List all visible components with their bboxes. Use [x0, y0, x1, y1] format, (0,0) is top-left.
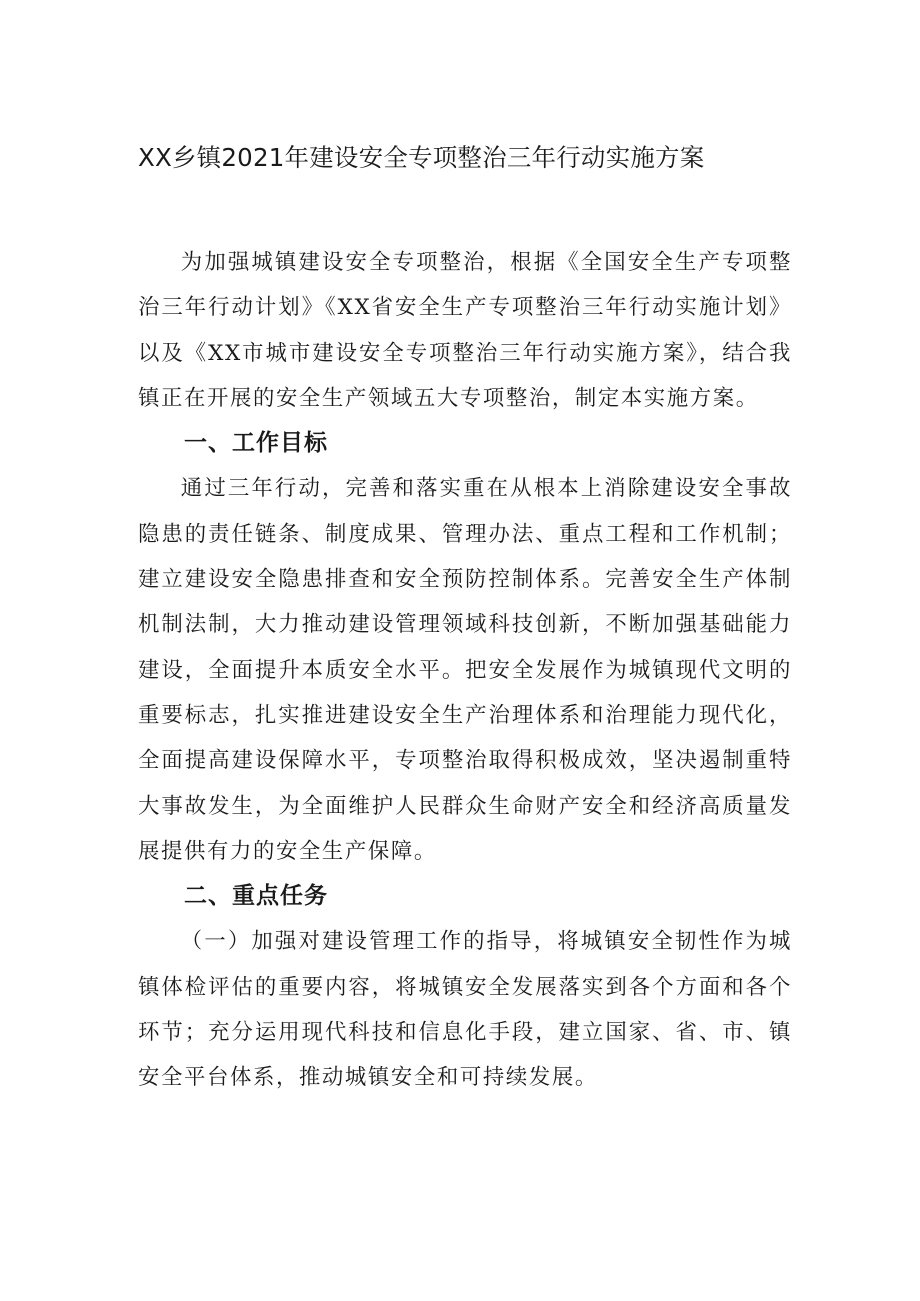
intro-paragraph: 为加强城镇建设安全专项整治，根据《全国安全生产专项整治三年行动计划》《XX省安全生产专项整治三年行动实施计划》以及《XX市城市建设安全专项整治三年行动实施方案》，结合我镇正在开展的安全生产领域五大专项整治，制定本实施方案。	[138, 250, 792, 411]
section-heading-tasks: 二、重点任务	[184, 883, 328, 910]
task-item-1: （一）加强对建设管理工作的指导，将城镇安全韧性作为城镇体检评估的重要内容，将城镇安全发展落实到各个方面和各个环节；充分运用现代科技和信息化手段，建立国家、省、市、镇安全平台体系，推动城镇安全和可持续发展。	[138, 929, 792, 1091]
document-body	[138, 240, 792, 1101]
document-title: XX乡镇2021年建设安全专项整治三年行动实施方案	[138, 143, 705, 172]
goals-paragraph: 通过三年行动，完善和落实重在从根本上消除建设安全事故隐患的责任链条、制度成果、管理办法、重点工程和工作机制；建立建设安全隐患排查和安全预防控制体系。完善安全生产体制机制法制，大力推动建设管理领域科技创新，不断加强基础能力建设，全面提升本质安全水平。把安全发展作为城镇现代文明的重要标志，扎实推进建设安全生产治理体系和治理能力现代化，全面提高建设保障水平，专项整治取得积极成效，坚决遏制重特大事故发生，为全面维护人民群众生命财产安全和经济高质量发展提供有力的安全生产保障。	[138, 476, 792, 864]
section-heading-goals: 一、工作目标	[184, 430, 328, 457]
